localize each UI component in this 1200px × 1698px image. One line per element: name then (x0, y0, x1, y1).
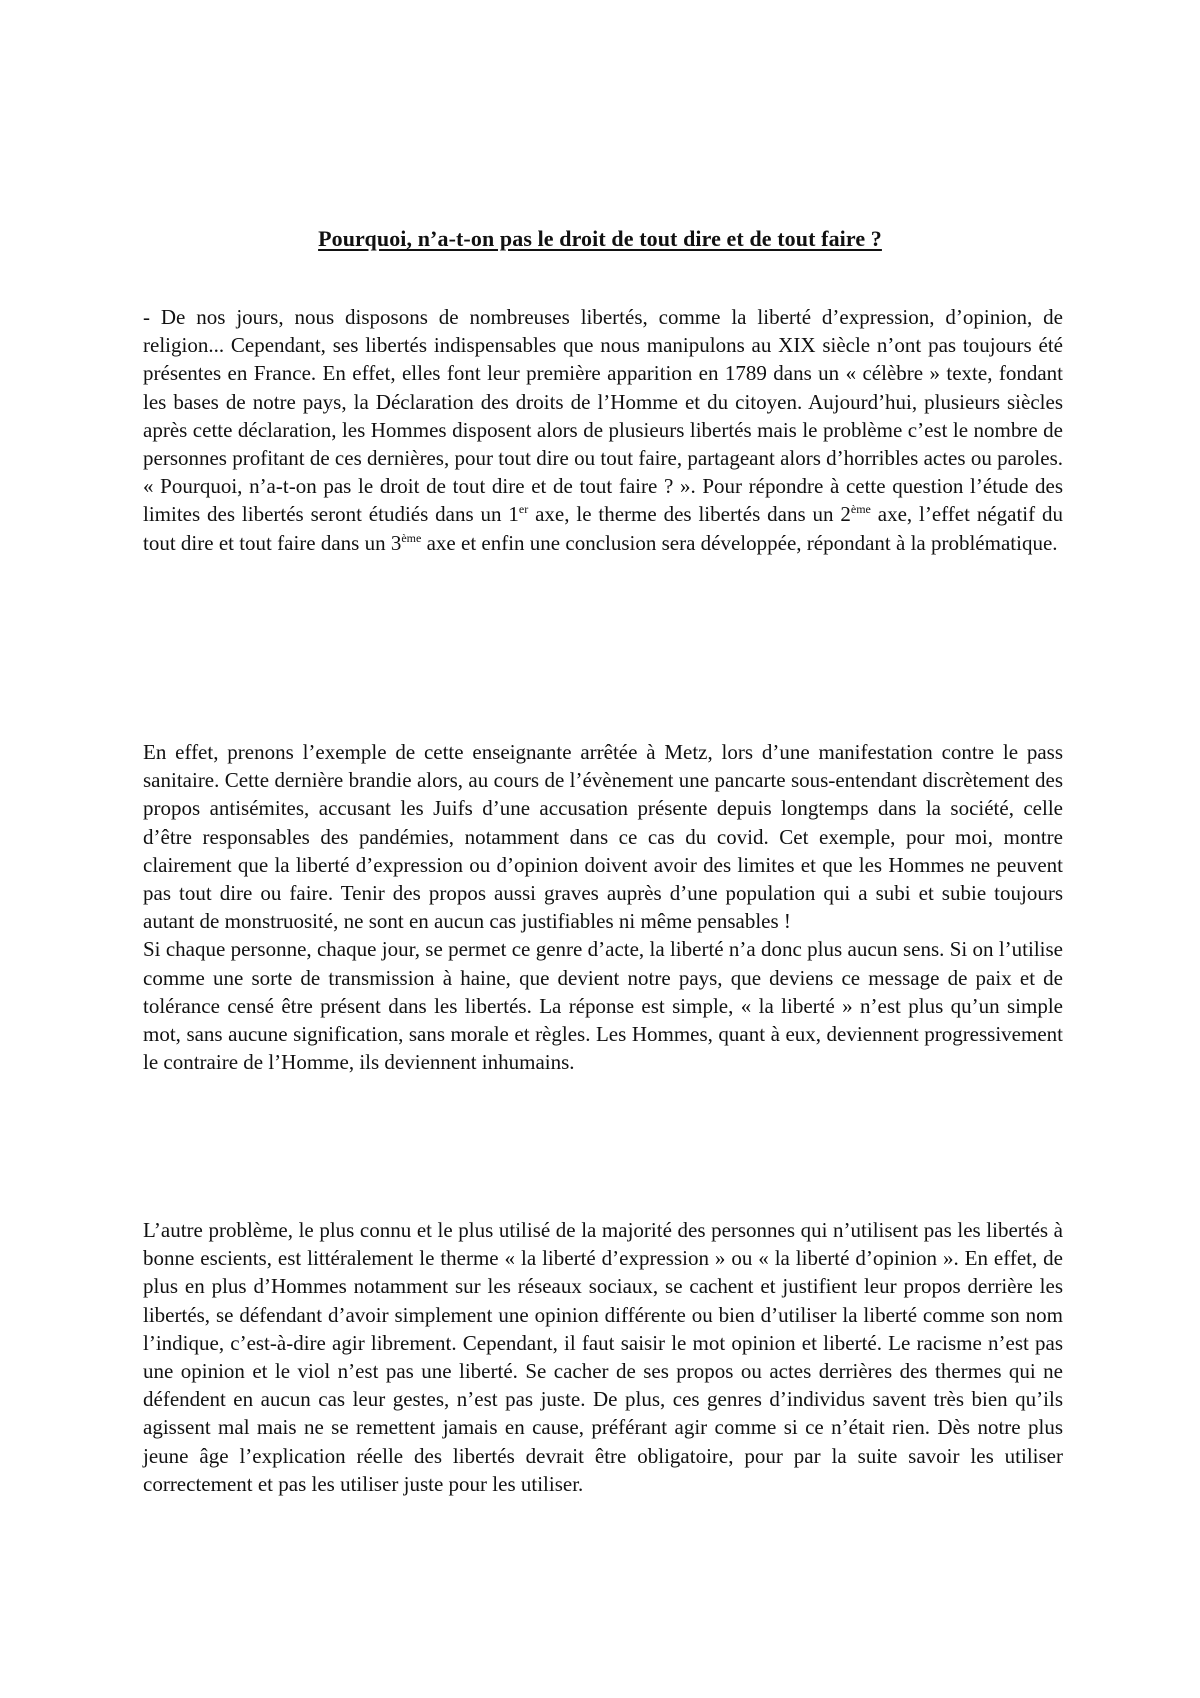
intro-superscript-3: ème (401, 530, 422, 545)
intro-superscript-2: ème (850, 502, 871, 517)
intro-text-c: axe, l’effet négatif du tout dire et tout faire dans un 3 (143, 502, 1063, 555)
section-1-part-a: En effet, prenons l’exemple de cette enseignante arrêtée à Metz, lors d’une manifestation contre le pass sanitaire. Cette dernière brandie alors, au cours de l’évènement une pancarte sous-entendant discrètement des propos antisémites, accusant les Juifs d’une accusation présente depuis longtemps dans la société, celle d’être responsables des pandémies, notamment dans ce cas du covid. Cet exemple, pour moi, montre clairement que la liberté d’expression ou d’opinion doivent avoir des limites et que les Hommes ne peuvent pas tout dire ou faire. Tenir des propos aussi graves auprès d’une population qui a subi et subie toujours autant de monstruosité, ne sont en aucun cas justifiables ni même pensables ! (143, 740, 1063, 934)
intro-text-d: axe et enfin une conclusion sera développée, répondant à la problématique. (421, 530, 1058, 555)
section-2-paragraph: L’autre problème, le plus connu et le plus utilisé de la majorité des personnes qui n’utilisent pas les libertés à bonne escients, est littéralement le therme « la liberté d’expression » ou « la liberté d’opinion ». En effet, de plus en plus d’Hommes notamment sur les réseaux sociaux, se cachent et justifient leur propos derrière les libertés, se défendant d’avoir simplement une opinion différente ou bien d’utiliser la liberté comme son nom l’indique, c’est-à-dire agir librement. Cependant, il faut saisir le mot opinion et liberté. Le racisme n’est pas une opinion et le viol n’est pas une liberté. Se cacher de ses propos ou actes derrières des thermes qui ne défendent en aucun cas leur gestes, n’est pas juste. De plus, ces genres d’individus savent très bien qu’ils agissent mal mais ne se remettent jamais en cause, préférant agir comme si ce n’était rien. Dès notre plus jeune âge l’explication réelle des libertés devrait être obligatoire, pour par la suite savoir les utiliser correctement et pas les utiliser juste pour les utiliser. (143, 1218, 1063, 1496)
intro-superscript-1: er (518, 502, 529, 517)
intro-paragraph (143, 303, 1063, 557)
section-1-paragraph (143, 738, 1063, 1076)
section-1-part-b: Si chaque personne, chaque jour, se permet ce genre d’acte, la liberté n’a donc plus aucun sens. Si on l’utilise comme une sorte de transmission à haine, que devient notre pays, que deviens ce message de paix et de tolérance censé être présent dans les libertés. La réponse est simple, « la liberté » n’est plus qu’un simple mot, sans aucune signification, sans morale et règles. Les Hommes, quant à eux, deviennent progressivement le contraire de l’Homme, ils deviennent inhumains. (143, 937, 1063, 1075)
intro-text-b: axe, le therme des libertés dans un 2 (528, 502, 851, 527)
intro-text-a: - De nos jours, nous disposons de nombreuses libertés, comme la liberté d’expression, d’opinion, de religion... Cependant, ses libertés indispensables que nous manipulons au XIX siècle n’ont pas toujours été présentes en France. En effet, elles font leur première apparition en 1789 dans un « célèbre » texte, fondant les bases de notre pays, la Déclaration des droits de l’Homme et du citoyen. Aujourd’hui, plusieurs siècles après cette déclaration, les Hommes disposent alors de plusieurs libertés mais le problème c’est le nombre de personnes profitant de ces dernières, pour tout dire ou tout faire, partageant alors d’horribles actes ou paroles. « Pourquoi, n’a-t-on pas le droit de tout dire et de tout faire ? ». Pour répondre à cette question l’étude des limites des libertés seront étudiés dans un 1 (143, 305, 1063, 527)
document-title: Pourquoi, n’a-t-on pas le droit de tout dire et de tout faire ? (318, 226, 882, 251)
